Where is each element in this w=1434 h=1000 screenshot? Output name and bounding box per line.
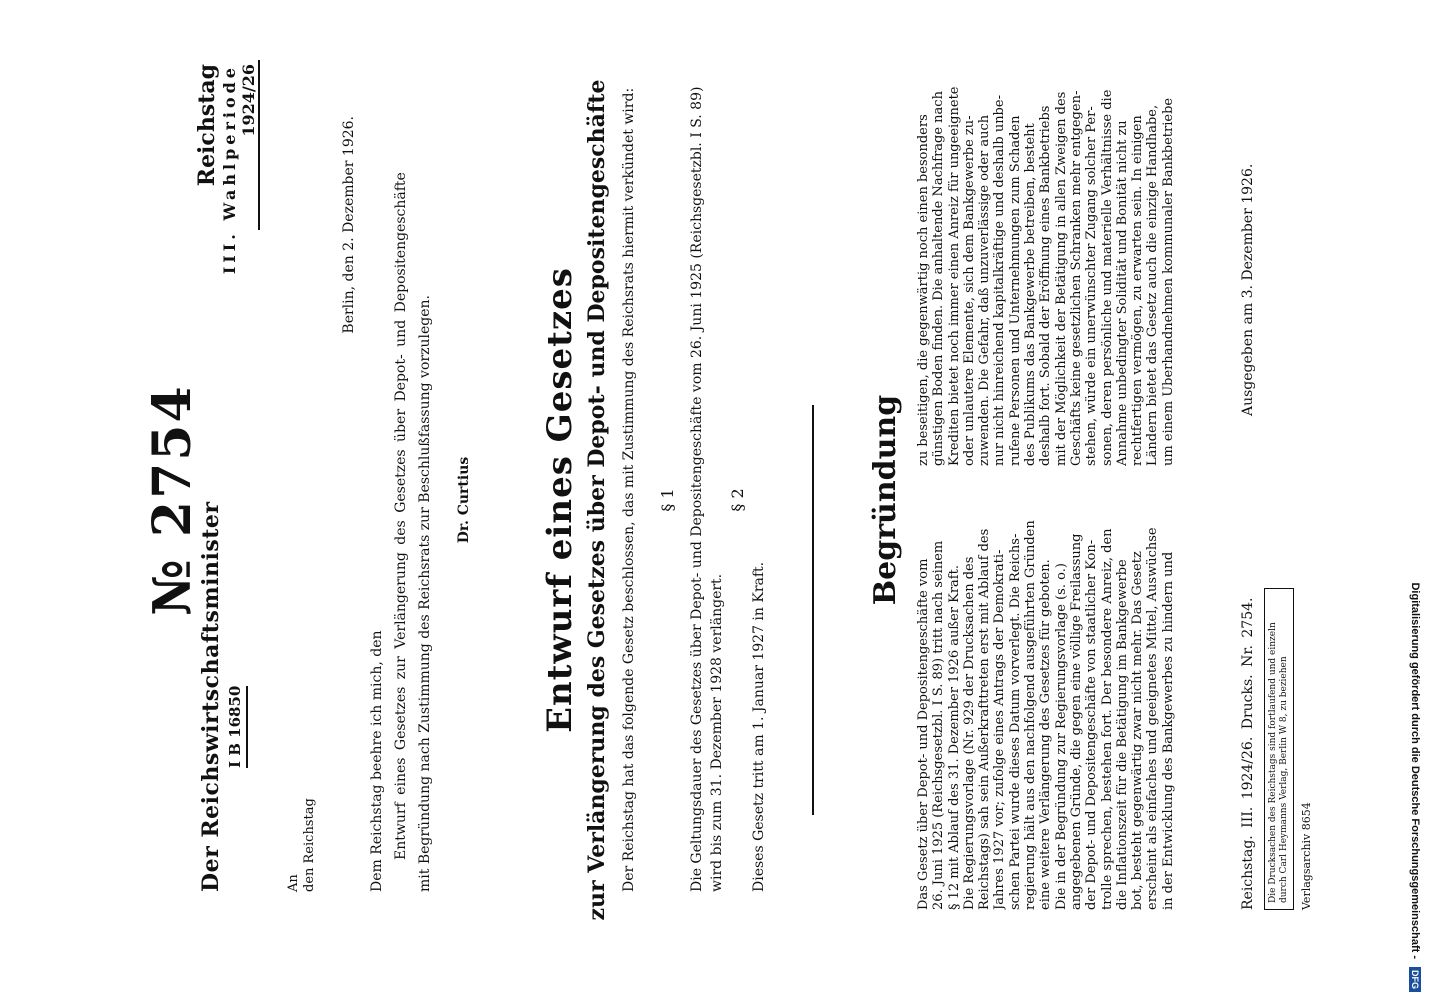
reichstag-period: III. Wahlperiode — [220, 64, 239, 275]
document-number: № 2754 — [142, 384, 203, 616]
funding-sidebar — [1406, 12, 1424, 992]
justification-line: § 12 mit Ablauf des 31. Dezember 1926 außer Kraft. — [946, 565, 962, 910]
bill-subtitle: zur Verlängerung des Gesetzes über Depot- und Depositengeschäfte — [584, 79, 610, 921]
justification-line: bot, besteht gegenwärtig zwar nicht mehr. Das Gesetz — [1130, 551, 1146, 910]
justification-line: zu beseitigen, die gegenwärtig noch einen besonders — [916, 114, 931, 466]
justification-right-column — [916, 26, 1176, 466]
section-2-text: Dieses Gesetz tritt am 1. Januar 1927 in Kraft. — [751, 561, 767, 892]
justification-line: schen Partei wurde dieses Datum vorverlegt. Die Reichs- — [1007, 533, 1023, 910]
justification-line: Geschäfts keine gesetzlichen Schranken mehr entgegen- — [1068, 90, 1084, 466]
header-rule — [258, 60, 260, 230]
letter-line-1: Dem Reichstag beehre ich mich, den — [369, 630, 385, 892]
justification-line: Annahme unbedingter Solidität und Bonität nicht zu — [1114, 120, 1130, 466]
bill-title: Entwurf eines Gesetzes — [540, 267, 580, 733]
justification-line: Die Regierungsvorlage (Nr. 929 der Drucksachen des — [961, 556, 977, 910]
section-1-line-2: wird bis zum 31. Dezember 1928 verlängert. — [709, 573, 725, 892]
justification-line: mit der Möglichkeit der Betätigung in allen Zweigen des — [1053, 91, 1069, 466]
justification-line: Jahres 1927 vor; zufolge eines Antrags der Demokrati- — [992, 549, 1008, 910]
justification-line: Reichstags) sah sein Außerkrafttreten erst mit Ablauf des — [977, 528, 993, 910]
justification-line: nur nicht hinreichend kapitalkräftige und deshalb unbe- — [992, 95, 1008, 466]
justification-line: erscheint als einfaches und geeignetes Mittel, Auswüchse — [1145, 527, 1161, 910]
justification-line: günstigen Boden finden. Die anhaltende Nachfrage nach — [931, 91, 947, 466]
justification-line: oder unlautere Elemente, sich dem Bankgewerbe zu- — [961, 115, 977, 466]
justification-line: die Inflationszeit für die Betätigung im Bankgewerbe — [1114, 559, 1130, 910]
section-divider — [812, 405, 814, 815]
justification-line: deshalb fort. Sobald der Eröffnung eines Bankbetriebs — [1038, 105, 1054, 466]
justification-line: der Depot- und Depositengeschäfte von staatlicher Kon- — [1084, 539, 1100, 910]
section-1-line-1: Die Geltungsdauer des Gesetzes über Depot- und Depositengeschäfte vom 26. Juni 1925 (Reichsgesetzbl. I S. 89) — [689, 86, 705, 892]
letter-line-2: Entwurf eines Gesetzes zur Verlängerung des Gesetzes über Depot- und Depositengeschäfte — [393, 172, 409, 860]
letter-date: Berlin, den 2. Dezember 1926. — [341, 116, 357, 334]
justification-line: um einem Überhandnehmen kommunaler Bankbetriebe — [1160, 97, 1176, 466]
footer-issued-date: Ausgegeben am 3. Dezember 1926. — [1240, 163, 1256, 416]
reichstag-title: Reichstag — [194, 64, 220, 187]
justification-line: Ländern bietet das Gesetz auch die einzige Handhabe, — [1145, 104, 1161, 466]
justification-line: Das Gesetz über Depot- und Depositengeschäfte vom — [916, 558, 931, 910]
justification-line: eine weitere Verlängerung des Gesetzes für geboten. — [1038, 559, 1054, 910]
ministry-heading: Der Reichswirtschaftsminister — [198, 501, 224, 892]
justification-line: rechtfertigen vermögen, zu erwarten sein. In einigen — [1130, 115, 1146, 466]
justification-line: des Publikums das Bankgewerbe betreiben, besteht — [1023, 123, 1039, 466]
justification-line: Krediten bietet noch immer einen Anreiz für ungeeignete — [946, 86, 962, 466]
footer-citation: Reichstag. III. 1924/26. Drucks. Nr. 2754. — [1240, 597, 1256, 910]
section-2-heading: § 2 — [728, 488, 747, 512]
section-1-heading: § 1 — [658, 488, 677, 512]
ministry-reference: I B 16850 — [226, 686, 248, 768]
justification-heading: Begründung — [868, 394, 903, 606]
archive-number: Verlagsarchiv 8654 — [1300, 802, 1313, 910]
reichstag-header — [194, 64, 258, 354]
funding-note: Digitalisierung gefördert durch die Deutsche Forschungsgemeinschaft - — [1409, 582, 1421, 959]
address-an: An — [286, 874, 301, 892]
dfg-logo: DFG — [1409, 967, 1421, 992]
justification-line: sonen, deren persönliche und materielle Verhältnisse die — [1099, 89, 1115, 466]
justification-line: stehen, würde ein unerwünschter Zugang solcher Per- — [1084, 106, 1100, 466]
letter-line-3: mit Begründung nach Zustimmung des Reichsrats zur Beschlußfassung vorzulegen. — [417, 295, 433, 892]
justification-line: in der Entwicklung des Bankgewerbes zu hindern und — [1160, 551, 1176, 910]
signature: Dr. Curtius — [456, 456, 472, 544]
justification-line: trolle sprechen, bestehen fort. Der besondere Anreiz, den — [1099, 528, 1115, 910]
justification-line: regierung hält aus den nachfolgend ausgeführten Gründen — [1023, 520, 1039, 910]
justification-line: zuwenden. Die Gefahr, daß unzuverlässige oder auch — [977, 114, 993, 466]
bill-preamble: Der Reichstag hat das folgende Gesetz beschlossen, das mit Zustimmung des Reichsrats hiermit verkündet wird: — [621, 87, 637, 892]
justification-line: Die in der Begründung zur Regierungsvorlage (s. o.) — [1053, 563, 1069, 910]
address-recipient: den Reichstag — [302, 798, 317, 892]
publisher-notice: Die Drucksachen des Reichstags sind fortlaufend und einzeln durch Carl Heymanns Verlag, Berlin W 8, zu beziehen — [1264, 588, 1294, 910]
reichstag-years: 1924/26 — [239, 64, 258, 137]
justification-left-column — [916, 482, 1176, 910]
justification-line: 26. Juni 1925 (Reichsgesetzbl. I S. 89) tritt nach seinem — [931, 540, 947, 910]
justification-line: angegebenen Gründe, die gegen eine völlige Freilassung — [1068, 533, 1084, 910]
justification-line: rufene Personen und Unternehmungen zum Schaden — [1007, 115, 1023, 466]
